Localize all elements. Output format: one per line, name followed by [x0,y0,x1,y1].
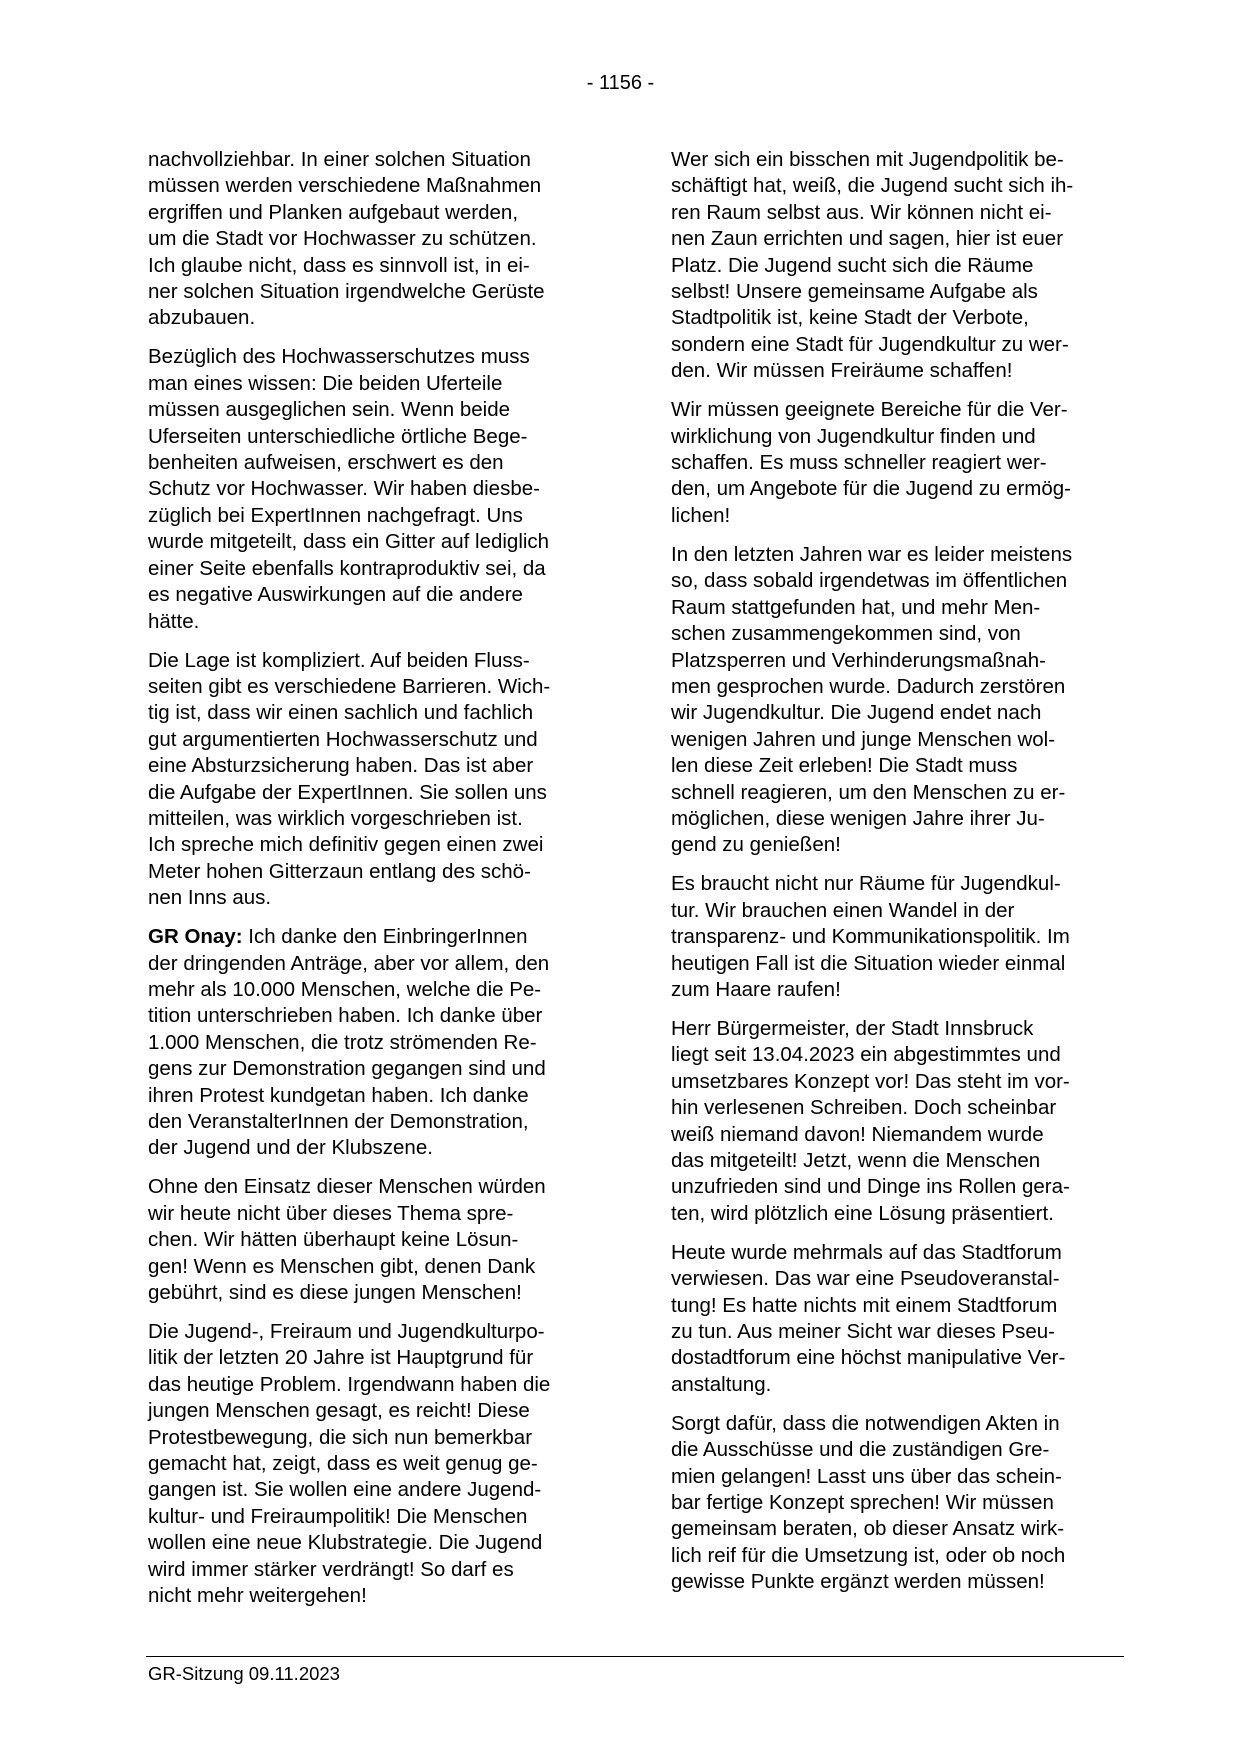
text-line: Die Jugend-, Freiraum und Jugendkulturpo- [148,1320,545,1344]
text-line: 1.000 Menschen, die trotz strömenden Re- [148,1030,537,1054]
text-line: weiß niemand davon! Niemandem wurde [671,1122,1044,1146]
text-line: zu tun. Aus meiner Sicht war dieses Pseu- [671,1320,1055,1344]
text-line: tur. Wir brauchen einen Wandel in der [671,898,1015,922]
text-line: lichen! [671,503,731,527]
text-line: liegt seit 13.04.2023 ein abgestimmtes und [671,1043,1061,1067]
text-line: lich reif für die Umsetzung ist, oder ob noch [671,1543,1066,1567]
text-line: ner solchen Situation irgendwelche Gerüste [148,280,545,304]
text-line: Sorgt dafür, dass die notwendigen Akten in [671,1411,1060,1435]
speaker-text: Ich danke den EinbringerInnen [242,925,528,949]
speaker-name: GR Onay: [148,925,243,949]
text-line: selbst! Unsere gemeinsame Aufgabe als [671,280,1038,304]
text-line: gemacht hat, zeigt, dass es weit genug ge- [148,1452,538,1476]
text-line: In den letzten Jahren war es leider meistens [671,542,1073,566]
text-line: wollen eine neue Klubstrategie. Die Jugend [148,1531,543,1555]
text-line: müssen ausgeglichen sein. Wenn beide [148,398,511,422]
text-line: mehr als 10.000 Menschen, welche die Pe- [148,977,542,1001]
text-line: seiten gibt es verschiedene Barrieren. Wich- [148,674,551,698]
text-line: der Jugend und der Klubszene. [148,1136,433,1160]
text-line: kultur- und Freiraumpolitik! Die Menschen [148,1504,528,1528]
text-line: Bezüglich des Hochwasserschutzes muss [148,345,530,369]
text-line: hätte. [148,609,200,633]
text-line: len diese Zeit erleben! Die Stadt muss [671,754,1018,778]
text-line: schnell reagieren, um den Menschen zu er- [671,780,1066,804]
text-line: mien gelangen! Lasst uns über das schein- [671,1464,1062,1488]
text-line [148,924,618,950]
paragraph [671,397,1141,529]
text-line: gens zur Demonstration gegangen sind und [148,1057,546,1081]
text-line: um die Stadt vor Hochwasser zu schützen. [148,227,537,251]
text-line: Die Lage ist kompliziert. Auf beiden Fluss- [148,648,530,672]
text-line: wird immer stärker verdrängt! So darf es [148,1557,514,1581]
paragraph [671,871,1141,1003]
text-line: transparenz- und Kommunikationspolitik. Im [671,925,1070,949]
text-line: Wer sich ein bisschen mit Jugendpolitik be- [671,148,1064,171]
text-line: züglich bei ExpertInnen nachgefragt. Uns [148,503,523,527]
paragraph [671,542,1141,859]
text-line: eine Absturzsicherung haben. Das ist aber [148,754,534,778]
text-line: litik der letzten 20 Jahre ist Hauptgrund für [148,1346,534,1370]
text-line: tig ist, dass wir einen sachlich und fachlich [148,701,534,725]
text-line: nen Inns aus. [148,886,272,910]
text-line: gen! Wenn es Menschen gibt, denen Dank [148,1254,536,1278]
text-line: gangen ist. Sie wollen eine andere Jugend- [148,1478,542,1502]
text-line: der dringenden Anträge, aber vor allem, den [148,951,550,975]
text-line: heutigen Fall ist die Situation wieder einmal [671,951,1066,975]
text-line: tition unterschrieben haben. Ich danke über [148,1004,543,1028]
text-line: möglichen, diese wenigen Jahre ihrer Ju- [671,806,1045,830]
text-line: ten, wird plötzlich eine Lösung präsentiert. [671,1201,1054,1225]
text-line: wir Jugendkultur. Die Jugend endet nach [671,701,1042,725]
text-line: Herr Bürgermeister, der Stadt Innsbruck [671,1016,1034,1040]
text-line: sondern eine Stadt für Jugendkultur zu wer- [671,332,1069,356]
text-line: die Aufgabe der ExpertInnen. Sie sollen uns [148,780,547,804]
text-line: jungen Menschen gesagt, es reicht! Diese [148,1399,530,1423]
text-line: Wir müssen geeignete Bereiche für die Ver- [671,398,1068,422]
left-column [148,147,618,1622]
text-line: chen. Wir hätten überhaupt keine Lösun- [148,1228,519,1252]
text-line: Ohne den Einsatz dieser Menschen würden [148,1175,546,1199]
text-line: das mitgeteilt! Jetzt, wenn die Menschen [671,1149,1041,1172]
text-line: einer Seite ebenfalls kontraproduktiv sei, da [148,556,546,580]
text-line: ren Raum selbst aus. Wir können nicht ei- [671,200,1052,224]
text-line: den, um Angebote für die Jugend zu ermög- [671,477,1072,501]
text-line: gewisse Punkte ergänzt werden müssen! [671,1570,1045,1594]
text-line: nen Zaun errichten und sagen, hier ist euer [671,227,1064,251]
paragraph [148,344,618,634]
text-line: Stadtpolitik ist, keine Stadt der Verbote, [671,306,1029,330]
text-line: men gesprochen wurde. Dadurch zerstören [671,674,1066,698]
text-line: abzubauen. [148,306,256,330]
text-line: schaffen. Es muss schneller reagiert wer- [671,451,1047,475]
text-line: hin verlesenen Schreiben. Doch scheinbar [671,1096,1057,1120]
text-line: mitteilen, was wirklich vorgeschrieben ist. [148,806,523,830]
text-line: Ich spreche mich definitiv gegen einen zwei [148,833,544,857]
paragraph [671,1240,1141,1398]
text-line: tung! Es hatte nichts mit einem Stadtforum [671,1293,1058,1317]
paragraph [148,1174,618,1306]
text-line: Platzsperren und Verhinderungsmaßnah- [671,648,1046,672]
text-line: unzufrieden sind und Dinge ins Rollen gera- [671,1175,1070,1199]
text-line: den. Wir müssen Freiräume schaffen! [671,359,1013,383]
text-line: dostadtforum eine höchst manipulative Ver- [671,1346,1066,1370]
text-line: schen zusammengekommen sind, von [671,622,1021,646]
text-line: Protestbewegung, die sich nun bemerkbar [148,1425,533,1449]
text-line: gemeinsam beraten, ob dieser Ansatz wirk- [671,1517,1065,1541]
paragraph [148,924,618,1162]
text-line: Uferseiten unterschiedliche örtliche Bege- [148,424,528,448]
text-line: Raum stattgefunden hat, und mehr Men- [671,595,1041,619]
text-line: Ich glaube nicht, dass es sinnvoll ist, in ei- [148,253,530,277]
text-line: Es braucht nicht nur Räume für Jugendkul- [671,872,1061,896]
text-line: umsetzbares Konzept vor! Das steht im vor- [671,1069,1070,1093]
text-line: nachvollziehbar. In einer solchen Situation [148,148,531,171]
paragraph [148,1319,618,1609]
paragraph [671,1016,1141,1227]
text-line: wenigen Jahren und junge Menschen wol- [671,727,1056,751]
text-line: es negative Auswirkungen auf die andere [148,583,523,607]
text-line: ergriffen und Planken aufgebaut werden, [148,200,519,224]
text-line: schäftigt hat, weiß, die Jugend sucht sich ih- [671,174,1074,198]
text-line: den VeranstalterInnen der Demonstration, [148,1110,529,1133]
text-line: gend zu genießen! [671,833,841,857]
text-line: Heute wurde mehrmals auf das Stadtforum [671,1240,1062,1264]
text-line: wurde mitgeteilt, dass ein Gitter auf lediglich [148,530,550,554]
text-line: das heutige Problem. Irgendwann haben die [148,1372,551,1396]
text-line: nicht mehr weitergehen! [148,1584,367,1608]
text-line: wir heute nicht über dieses Thema spre- [148,1201,514,1225]
right-column [671,147,1141,1608]
text-line: müssen werden verschiedene Maßnahmen [148,174,542,198]
text-line: so, dass sobald irgendetwas im öffentlichen [671,569,1068,593]
text-line: man eines wissen: Die beiden Uferteile [148,371,503,395]
footer-divider [146,1656,1124,1657]
text-line: gut argumentierten Hochwasserschutz und [148,727,538,751]
text-line: zum Haare raufen! [671,977,841,1001]
text-line: Schutz vor Hochwasser. Wir haben diesbe- [148,477,540,501]
text-line: gebührt, sind es diese jungen Menschen! [148,1281,522,1305]
footer-session-date: GR-Sitzung 09.11.2023 [148,1663,340,1684]
text-line: anstaltung. [671,1372,772,1396]
text-line: die Ausschüsse und die zuständigen Gre- [671,1438,1050,1462]
text-line: benheiten aufweisen, erschwert es den [148,451,504,475]
paragraph [671,1411,1141,1596]
text-line: ihren Protest kundgetan haben. Ich danke [148,1083,529,1107]
paragraph [148,648,618,912]
text-line: verwiesen. Das war eine Pseudoveranstal- [671,1267,1060,1291]
paragraph [148,147,618,332]
text-line: Platz. Die Jugend sucht sich die Räume [671,253,1034,277]
text-line: bar fertige Konzept sprechen! Wir müssen [671,1491,1054,1515]
page-number: - 1156 - [586,72,655,94]
text-line: wirklichung von Jugendkultur finden und [671,424,1036,448]
text-line: Meter hohen Gitterzaun entlang des schö- [148,859,531,883]
paragraph [671,147,1141,385]
